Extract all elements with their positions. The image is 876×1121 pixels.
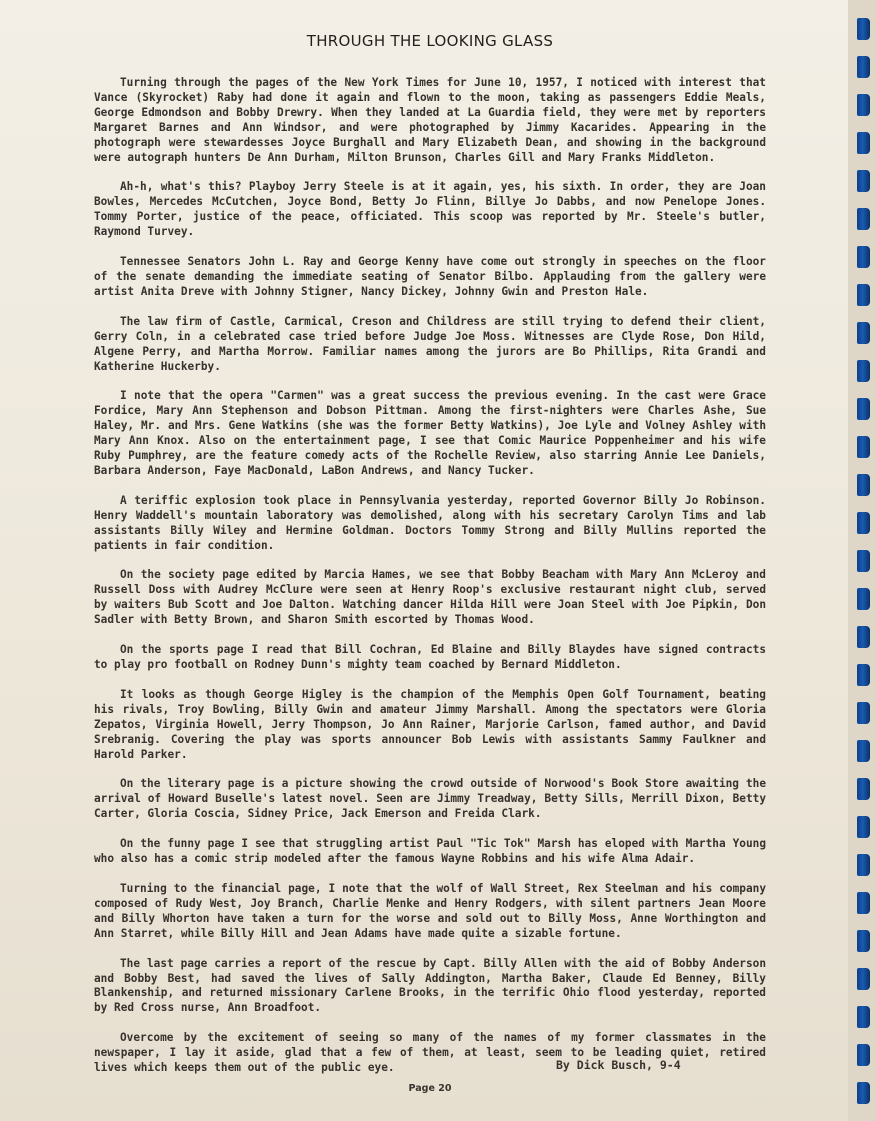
paragraph: Turning through the pages of the New York Times for June 10, 1957, I noticed with interest that Vance (Skyrocket) Raby had done it again and flown to the moon, taking as passengers Eddie Meals, George Edmondson and Bobby Drewry. When they landed at La Guardia field, they were met by reporters Margaret Barnes and Ann Windsor, and were photographed by Jimmy Kacarides. Appearing in the photograph were stewardesses Joyce Burghall and Mary Elizabeth Dean, and showing in the background were autograph hunters De Ann Durham, Milton Brunson, Charles Gill and Mary Franks Middleton. <box>94 76 766 164</box>
page-title: THROUGH THE LOOKING GLASS <box>306 32 554 50</box>
binding-ring <box>857 664 870 686</box>
binding-ring <box>857 854 870 876</box>
binding-ring <box>857 588 870 610</box>
binding-ring <box>857 968 870 990</box>
binding-ring <box>857 930 870 952</box>
binding-ring <box>857 740 870 762</box>
binding-ring <box>857 170 870 192</box>
binding-ring <box>857 436 870 458</box>
binding-ring <box>857 284 870 306</box>
paragraph: Turning to the financial page, I note that the wolf of Wall Street, Rex Steelman and his company composed of Rudy West, Joy Branch, Charlie Menke and Henry Rodgers, with silent partners Jean Moore and Billy Whorton have taken a turn for the worse and sold out to Billy Moss, Anne Worthington and Ann Starret, while Billy Hill and Jean Adams have made quite a sizable fortune. <box>94 881 766 940</box>
paragraph: A teriffic explosion took place in Pennsylvania yesterday, reported Governor Billy Jo Robinson. Henry Waddell's mountain laboratory was demolished, along with his secretary Carolyn Tims and lab assistants Billy Wiley and Hermine Goldman. Doctors Tommy Strong and Billy Mullins reported the patients in fair condition. <box>94 493 766 552</box>
paragraph: The last page carries a report of the rescue by Capt. Billy Allen with the aid of Bobby Anderson and Bobby Best, had saved the lives of Sally Addington, Martha Baker, Claude Ed Benney, Billy Blankenship, and returned missionary Carlene Brooks, in the terrific Ohio flood yesterday, reported by Red Cross nurse, Ann Broadfoot. <box>94 956 766 1015</box>
binding-ring <box>857 246 870 268</box>
binding-ring <box>857 816 870 838</box>
page-number: Page 20 <box>408 1083 452 1094</box>
binding-ring <box>857 778 870 800</box>
binding-ring <box>857 360 870 382</box>
binding-ring <box>857 322 870 344</box>
paragraph: On the sports page I read that Bill Cochran, Ed Blaine and Billy Blaydes have signed contracts to play pro football on Rodney Dunn's mighty team coached by Bernard Middleton. <box>94 643 766 671</box>
paragraph: Ah-h, what's this? Playboy Jerry Steele is at it again, yes, his sixth. In order, they are Joan Bowles, Mercedes McCutchen, Joyce Bond, Betty Jo Flinn, Billye Jo Dabbs, and now Penelope Jones. Tommy Porter, justice of the peace, officiated. This scoop was reported by Mr. Steele's butler, Raymond Turvey. <box>94 180 766 239</box>
binding-ring <box>857 56 870 78</box>
binding-ring <box>857 1044 870 1066</box>
article-body <box>94 76 766 1091</box>
binding-ring <box>857 474 870 496</box>
paragraph: On the society page edited by Marcia Hames, we see that Bobby Beacham with Mary Ann McLeroy and Russell Doss with Audrey McClure were seen at Henry Roop's exclusive restaurant night club, served by waiters Bub Scott and Joe Dalton. Watching dancer Hilda Hill were Joan Steel with Joe Pipkin, Don Sadler with Betty Brown, and Sharon Smith escorted by Thomas Wood. <box>94 568 766 627</box>
binding-ring <box>857 702 870 724</box>
paragraph: On the literary page is a picture showing the crowd outside of Norwood's Book Store awaiting the arrival of Howard Buselle's latest novel. Seen are Jimmy Treadway, Betty Sills, Merrill Dixon, Betty Carter, Gloria Coscia, Sidney Price, Jack Emerson and Freida Clark. <box>94 777 766 821</box>
binding-ring <box>857 94 870 116</box>
binding-ring <box>857 512 870 534</box>
binding-ring <box>857 1006 870 1028</box>
binding-ring <box>857 208 870 230</box>
binding-ring <box>857 398 870 420</box>
binding-ring <box>857 18 870 40</box>
binding-ring <box>857 1082 870 1104</box>
paragraph: On the funny page I see that struggling artist Paul "Tic Tok" Marsh has eloped with Martha Young who also has a comic strip modeled after the famous Wayne Robbins and his wife Alma Adair. <box>94 837 766 866</box>
paragraph: Overcome by the excitement of seeing so many of the names of my former classmates in the newspaper, I lay it aside, glad that a few of them, at least, seem to be leading quiet, retired lives which keeps them out of the public eye. <box>94 1031 766 1075</box>
paragraph: I note that the opera "Carmen" was a great success the previous evening. In the cast were Grace Fordice, Mary Ann Stephenson and Dobson Pittman. Among the first-nighters were Charles Ashe, Sue Haley, Mr. and Mrs. Gene Watkins (she was the former Betty Watkins), Joe Lyle and Volney Ashley with Mary Ann Knox. Also on the entertainment page, I see that Comic Maurice Poppenheimer and his wife Ruby Pumphrey, are the feature comedy acts of the Rochelle Review, also starring Annie Lee Daniels, Barbara Anderson, Faye MacDonald, LaBon Andrews, and Nancy Tucker. <box>94 389 766 477</box>
paragraph: It looks as though George Higley is the champion of the Memphis Open Golf Tournament, beating his rivals, Troy Bowling, Billy Gwin and amateur Jimmy Marshall. Among the spectators were Gloria Zepatos, Virginia Howell, Jerry Thompson, Jo Ann Rainer, Marjorie Carlson, famed author, and David Srebranig. Covering the play was sports announcer Bob Lewis with assistants Sammy Faulkner and Harold Parker. <box>94 687 766 761</box>
binding-ring <box>857 132 870 154</box>
spiral-binding <box>857 0 876 1121</box>
paragraph: Tennessee Senators John L. Ray and George Kenny have come out strongly in speeches on the floor of the senate demanding the immediate seating of Senator Bilbo. Applauding from the gallery were artist Anita Dreve with Johnny Stigner, Nancy Dickey, Johnny Gwin and Preston Hale. <box>94 255 766 298</box>
binding-ring <box>857 550 870 572</box>
binding-ring <box>857 626 870 648</box>
paragraph: The law firm of Castle, Carmical, Creson and Childress are still trying to defend their client, Gerry Coln, in a celebrated case tried before Judge Joe Moss. Witnesses are Clyde Rose, Don Hild, Algene Perry, and Martha Morrow. Familiar names among the jurors are Bo Phillips, Rita Grandi and Katherine Huckerby. <box>94 314 766 373</box>
binding-ring <box>857 892 870 914</box>
author-signature: By Dick Busch, 9-4 <box>556 1058 681 1072</box>
